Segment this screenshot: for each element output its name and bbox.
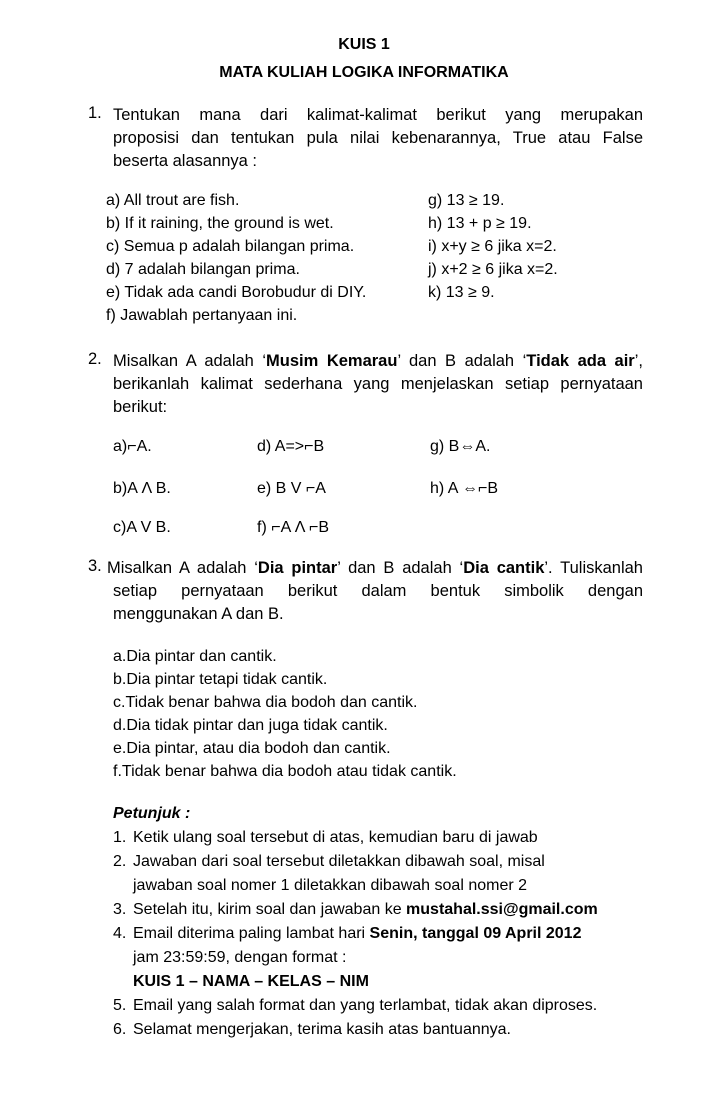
- q2-item: a)⌐A.: [113, 438, 152, 455]
- list-item: b) If it raining, the ground is wet.: [106, 215, 334, 232]
- list-item: c.Tidak benar bahwa dia bodoh dan cantik.: [113, 694, 418, 711]
- q2-item: d) A=>⌐B: [257, 438, 325, 455]
- q1-text: [113, 104, 643, 173]
- q2-term-a: Musim Kemarau: [266, 352, 398, 370]
- q2-item: g) B⇔A.: [430, 438, 491, 455]
- deadline-date: Senin, tanggal 09 April 2012: [369, 925, 582, 942]
- q2-line3: berikut:: [113, 398, 168, 416]
- q1-line2: proposisi dan tentukan pula nilai kebenarannya, True atau False: [113, 129, 643, 147]
- q1-line1: Tentukan mana dari kalimat-kalimat berikut yang merupakan: [113, 106, 643, 124]
- q3-number: 3.: [88, 557, 102, 575]
- q1-right-list: [428, 189, 558, 304]
- hint-4b: jam 23:59:59, dengan format :: [133, 949, 347, 966]
- list-item: f.Tidak benar bahwa dia bodoh atau tidak cantik.: [113, 763, 457, 780]
- q2-item: c)A V B.: [113, 519, 171, 536]
- list-item: k) 13 ≥ 9.: [428, 284, 495, 301]
- hint-number: 2.: [113, 853, 127, 870]
- hint-1: Ketik ulang soal tersebut di atas, kemudian baru di jawab: [133, 829, 538, 846]
- q2-item: h) A ⇔⌐B: [430, 480, 499, 497]
- list-item: d.Dia tidak pintar dan juga tidak cantik.: [113, 717, 388, 734]
- q1-line3: beserta alasannya :: [113, 152, 258, 170]
- hint-number: 1.: [113, 829, 127, 846]
- q1-number: 1.: [88, 104, 102, 122]
- q2-text: [113, 350, 643, 419]
- q2-item: f) ⌐A Λ ⌐B: [257, 519, 330, 536]
- hint-2b: jawaban soal nomer 1 diletakkan dibawah soal nomer 2: [133, 877, 528, 894]
- q3-line2: setiap pernyataan berikut dalam bentuk simbolik dengan: [113, 582, 643, 600]
- list-item: j) x+2 ≥ 6 jika x=2.: [428, 261, 558, 278]
- q2-item: e) B V ⌐A: [257, 480, 326, 497]
- q3-line3: menggunakan A dan B.: [113, 605, 284, 623]
- hint-2a: Jawaban dari soal tersebut diletakkan dibawah soal, misal: [133, 853, 545, 870]
- hint-5: Email yang salah format dan yang terlambat, tidak akan diproses.: [133, 997, 598, 1014]
- hint-number: 6.: [113, 1021, 127, 1038]
- list-item: g) 13 ≥ 19.: [428, 192, 505, 209]
- list-item: b.Dia pintar tetapi tidak cantik.: [113, 671, 328, 688]
- q3-text: [107, 557, 643, 626]
- q3-list: [113, 645, 457, 783]
- list-item: a.Dia pintar dan cantik.: [113, 648, 277, 665]
- email-subject-format: KUIS 1 – NAMA – KELAS – NIM: [133, 973, 369, 990]
- list-item: h) 13 + p ≥ 19.: [428, 215, 532, 232]
- list-item: f) Jawablah pertanyaan ini.: [106, 307, 298, 324]
- q1-left-list: [106, 189, 366, 327]
- hints-heading: Petunjuk :: [113, 805, 191, 822]
- hint-3: Setelah itu, kirim soal dan jawaban ke mustahal.ssi@gmail.com: [133, 901, 598, 918]
- list-item: c) Semua p adalah bilangan prima.: [106, 238, 355, 255]
- q2-item: b)A Λ B.: [113, 480, 171, 497]
- q3-line1: Misalkan A adalah ‘Dia pintar’ dan B adalah ‘Dia cantik’. Tuliskanlah: [107, 559, 643, 577]
- contact-email: mustahal.ssi@gmail.com: [406, 901, 598, 918]
- q2-term-b: Tidak ada air: [526, 352, 635, 370]
- hint-6: Selamat mengerjakan, terima kasih atas bantuannya.: [133, 1021, 511, 1038]
- hint-number: 5.: [113, 997, 127, 1014]
- q2-line1: Misalkan A adalah ‘Musim Kemarau’ dan B adalah ‘Tidak ada air’,: [113, 352, 643, 370]
- quiz-title: KUIS 1: [338, 36, 390, 53]
- hint-4a: Email diterima paling lambat hari Senin, tanggal 09 April 2012: [133, 925, 582, 942]
- list-item: a) All trout are fish.: [106, 192, 240, 209]
- q2-number: 2.: [88, 350, 102, 368]
- hint-number: 3.: [113, 901, 127, 918]
- hint-number: 4.: [113, 925, 127, 942]
- list-item: i) x+y ≥ 6 jika x=2.: [428, 238, 557, 255]
- list-item: d) 7 adalah bilangan prima.: [106, 261, 300, 278]
- list-item: e.Dia pintar, atau dia bodoh dan cantik.: [113, 740, 391, 757]
- q3-term-a: Dia pintar: [257, 559, 338, 577]
- q3-term-b: Dia cantik: [463, 559, 545, 577]
- list-item: e) Tidak ada candi Borobudur di DIY.: [106, 284, 367, 301]
- q2-line2: berikanlah kalimat sederhana yang menjelaskan setiap pernyataan: [113, 375, 643, 393]
- course-title: MATA KULIAH LOGIKA INFORMATIKA: [219, 64, 509, 81]
